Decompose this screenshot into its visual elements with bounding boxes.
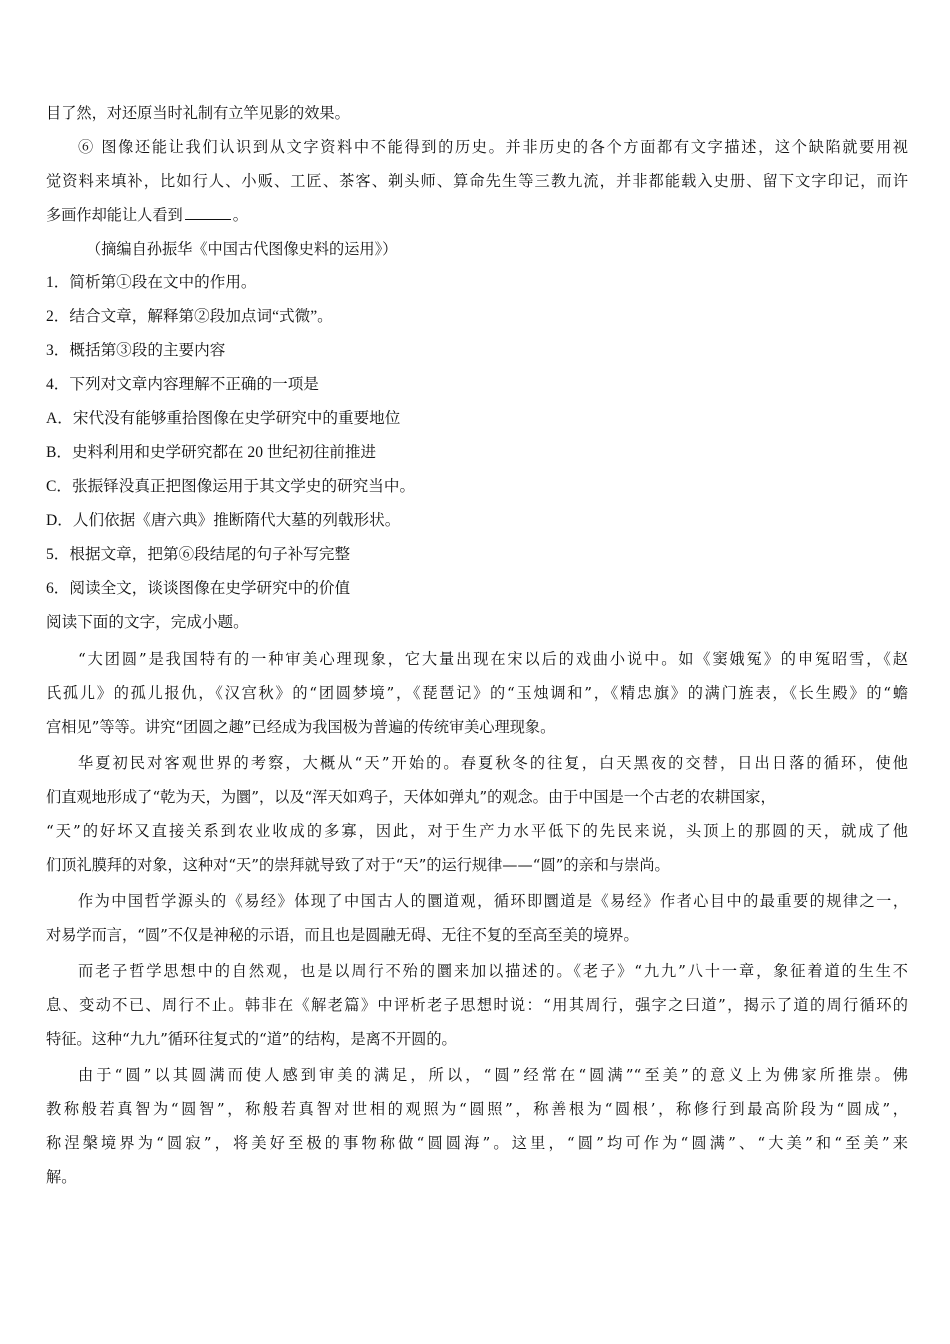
passage2-p4-line: 而老子哲学思想中的自然观，也是以周行不殆的圜来加以描述的。《老子》“九九”八十一章，象征着道的生生不: [78, 962, 908, 980]
question-item: 2．结合文章，解释第②段加点词“式微”。: [46, 308, 333, 325]
question-item: 6．阅读全文，谈谈图像在史学研究中的价值: [46, 580, 351, 597]
passage2-p1-line: 氏孤儿》的孤儿报仇，《汉宫秋》的“团圆梦境”，《琵琶记》的“玉烛调和”，《精忠旗》的满门旌表，《长生殿》的“蟾: [46, 684, 908, 702]
paragraph-6-line: ⑥ 图像还能让我们认识到从文字资料中不能得到的历史。并非历史的各个方面都有文字描述，这个缺陷就要用视: [78, 138, 908, 156]
question-item: 5．根据文章，把第⑥段结尾的句子补写完整: [46, 546, 351, 563]
passage2-p3-line: 对易学而言，“圆”不仅是神秘的示语，而且也是圆融无碍、无往不复的至高至美的境界。: [46, 926, 639, 944]
fill-in-blank: [185, 205, 231, 220]
answer-option-b: B．史料利用和史学研究都在 20 世纪初往前推进: [46, 444, 377, 461]
passage2-p2-line: “天”的好坏又直接关系到农业收成的多寡，因此，对于生产力水平低下的先民来说，头顶上的那圆的天，就成了他: [46, 822, 908, 840]
paragraph-6-line-with-blank: [46, 198, 908, 232]
passage2-p5-line: 由于“圆”以其圆满而使人感到审美的满足，所以，“圆”经常在“圆满”“至美”的意义上为佛家所推崇。佛: [78, 1066, 908, 1084]
answer-option-a: A．宋代没有能够重拾图像在史学研究中的重要地位: [46, 410, 401, 427]
passage2-p5-line: 教称般若真智为“圆智”，称般若真智对世相的观照为“圆照”，称善根为“圆根’，称修行到最高阶段为“圆成”，: [46, 1100, 908, 1118]
passage2-p4-line: 息、变动不已、周行不止。韩非在《解老篇》中评析老子思想时说：“用其周行，强字之曰道”，揭示了道的周行循环的: [46, 996, 908, 1014]
source-citation: （摘编自孙振华《中国古代图像史料的运用》）: [86, 240, 398, 258]
passage2-p2-line: 们直观地形成了“乾为天，为圜”，以及“浑天如鸡子，天体如弹丸”的观念。由于中国是一个古老的农耕国家，: [46, 788, 776, 806]
passage2-p2-line: 们顶礼膜拜的对象，这种对“天”的崇拜就导致了对于“天”的运行规律——“圆”的亲和与崇尚。: [46, 856, 670, 874]
passage1-tail-line: 目了然，对还原当时礼制有立竿见影的效果。: [46, 104, 350, 122]
paragraph-6-line: 觉资料来填补，比如行人、小贩、工匠、茶客、剃头师、算命先生等三教九流，并非都能载入史册、留下文字印记，而许: [46, 172, 908, 190]
passage2-p2-line: 华夏初民对客观世界的考察，大概从“天”开始的。春夏秋冬的往复，白天黑夜的交替，日出日落的循环，使他: [78, 754, 908, 772]
question-item: 1．简析第①段在文中的作用。: [46, 274, 257, 291]
passage2-p4-line: 特征。这种“九九”循环往复式的“道”的结构，是离不开圆的。: [46, 1030, 457, 1048]
passage2-p5-line: 称涅槃境界为“圆寂”，将美好至极的事物称做“圆圆海”。这里，“圆”均可作为“圆满”、“大美”和“至美”来: [46, 1134, 908, 1152]
answer-option-d: D．人们依据《唐六典》推断隋代大墓的列戟形状。: [46, 512, 401, 529]
question-item: 4．下列对文章内容理解不正确的一项是: [46, 376, 319, 393]
paragraph-6-end-punct: 。: [232, 206, 248, 224]
passage2-p1-line: “大团圆”是我国特有的一种审美心理现象，它大量出现在宋以后的戏曲小说中。如《窦娥冤》的申冤昭雪，《赵: [78, 650, 908, 668]
paragraph-6-text: 多画作却能让人看到: [46, 206, 183, 224]
passage2-p3-line: 作为中国哲学源头的《易经》体现了中国古人的圜道观，循环即圜道是《易经》作者心目中的最重要的规律之一，: [78, 892, 908, 910]
answer-option-c: C．张振铎没真正把图像运用于其文学史的研究当中。: [46, 478, 416, 495]
document-page: [46, 96, 908, 1194]
passage2-p5-line: 解。: [46, 1168, 77, 1186]
passage2-p1-line: 宫相见”等等。讲究“团圆之趣”已经成为我国极为普遍的传统审美心理现象。: [46, 718, 556, 736]
reading-instruction: 阅读下面的文字，完成小题。: [46, 614, 249, 631]
question-item: 3．概括第③段的主要内容: [46, 342, 226, 359]
